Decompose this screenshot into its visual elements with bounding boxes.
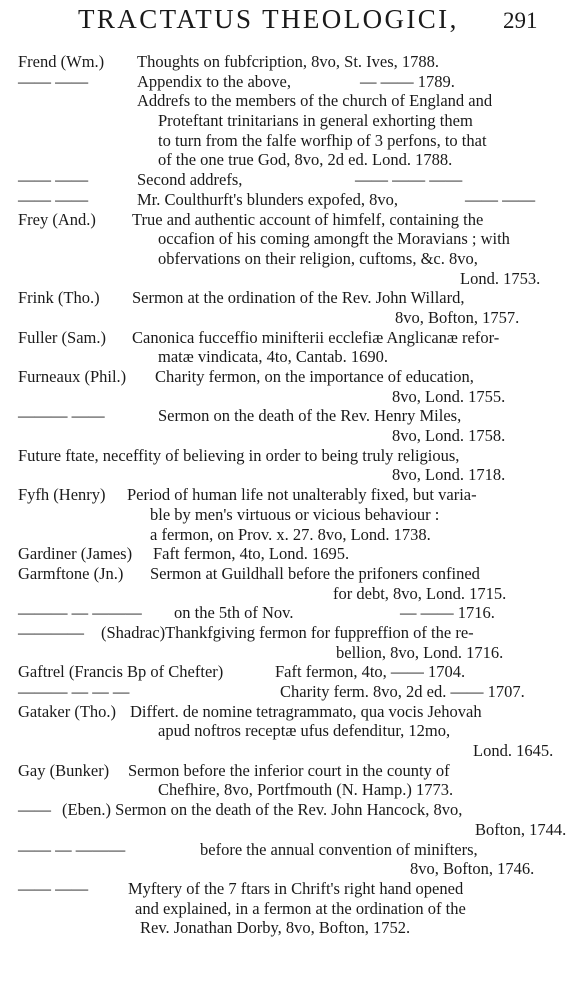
entry-tail: 8vo, Bofton, 1746. bbox=[410, 859, 535, 879]
entry-text: Charity fermon, on the importance of education, bbox=[155, 367, 474, 386]
entry-line bbox=[0, 525, 577, 545]
entry-line bbox=[0, 210, 577, 230]
entry-tail: Lond. 1753. bbox=[460, 268, 541, 288]
entry-line bbox=[0, 367, 577, 387]
entry-text: occafion of his coming amongft the Moravians ; with bbox=[158, 229, 510, 249]
entry-line bbox=[0, 131, 577, 151]
entry-author: Frend (Wm.) bbox=[18, 52, 105, 71]
entry-line bbox=[0, 446, 577, 466]
entry-author: Future ftate, neceffity of believing in order to being truly religious, bbox=[18, 445, 460, 465]
entry-text: on the 5th of Nov. bbox=[174, 603, 294, 623]
entry-author: Furneaux (Phil.) bbox=[18, 367, 127, 386]
entry-tail: — —— 1789. bbox=[360, 71, 455, 91]
entry-line bbox=[0, 761, 577, 781]
entry-line bbox=[0, 840, 577, 860]
entry-line bbox=[0, 564, 577, 584]
entry-line bbox=[0, 859, 577, 879]
entry-text: before the annual convention of minifters, bbox=[200, 839, 478, 859]
entry-line bbox=[0, 406, 577, 426]
entry-tail: — —— 1716. bbox=[400, 603, 495, 623]
entry-tail: bellion, 8vo, Lond. 1716. bbox=[336, 642, 504, 662]
entry-line bbox=[0, 544, 577, 564]
entry-line bbox=[0, 820, 577, 840]
entry-text: Sermon on the death of the Rev. Henry Miles, bbox=[158, 406, 462, 426]
entry-line bbox=[0, 387, 577, 407]
entry-tail: —— —— bbox=[465, 189, 536, 209]
entry-text: Rev. Jonathan Dorby, 8vo, Bofton, 1752. bbox=[140, 918, 411, 938]
entry-line bbox=[0, 485, 577, 505]
entry-text: Chefhire, 8vo, Portfmouth (N. Hamp.) 1773. bbox=[158, 780, 454, 800]
entry-tail: 8vo, Lond. 1758. bbox=[392, 426, 506, 446]
entry-tail: Lond. 1645. bbox=[473, 741, 554, 761]
entry-text: Mr. Coulthurft's blunders expofed, 8vo, bbox=[137, 189, 398, 209]
entry-line bbox=[0, 721, 577, 741]
entry-line bbox=[0, 328, 577, 348]
entry-text: Differt. de nomine tetragrammato, qua vocis Jehovah bbox=[130, 701, 482, 721]
page-number: 291 bbox=[503, 8, 538, 33]
entry-line bbox=[0, 800, 577, 820]
entry-text: Addrefs to the members of the church of England and bbox=[137, 91, 493, 111]
entry-text: Faft fermon, 4to, —— 1704. bbox=[275, 662, 466, 682]
entry-line bbox=[0, 899, 577, 919]
ditto-dash: —— —— bbox=[18, 170, 89, 190]
entry-text: Period of human life not unalterably fixed, but varia- bbox=[127, 485, 477, 505]
entry-author: Gataker (Tho.) bbox=[18, 701, 117, 721]
entry-text: Sermon at Guildhall before the prifoners confined bbox=[150, 563, 480, 583]
entry-tail: 8vo, Lond. 1755. bbox=[392, 386, 506, 406]
entry-text: apud noftros receptæ ufus defenditur, 12mo, bbox=[158, 721, 451, 741]
entry-line bbox=[0, 150, 577, 170]
entry-line bbox=[0, 170, 577, 190]
entry-line bbox=[0, 52, 577, 72]
entry-line bbox=[0, 111, 577, 131]
entry-line bbox=[0, 505, 577, 525]
entry-text: matæ vindicata, 4to, Cantab. 1690. bbox=[158, 347, 389, 367]
entry-line bbox=[0, 741, 577, 761]
entry-tail: 8vo, Lond. 1718. bbox=[392, 465, 506, 485]
ditto-dash: —— —— bbox=[18, 189, 89, 209]
entry-text: obfervations on their religion, cuftoms, &c. 8vo, bbox=[158, 248, 478, 268]
entry-text: Sermon at the ordination of the Rev. John Willard, bbox=[132, 288, 465, 308]
entry-author: Fuller (Sam.) bbox=[18, 327, 106, 347]
entry-text: (Shadrac)Thankfgiving fermon for fuppreffion of the re- bbox=[101, 622, 474, 642]
entry-author: Frink (Tho.) bbox=[18, 288, 100, 308]
entry-text: a fermon, on Prov. x. 27. 8vo, Lond. 1738. bbox=[150, 524, 431, 544]
entry-text: Myftery of the 7 ftars in Chrift's right hand opened bbox=[128, 878, 464, 898]
entry-line bbox=[0, 918, 577, 938]
ditto-dash: —— —— bbox=[18, 878, 89, 898]
entry-line bbox=[0, 879, 577, 899]
entry-text: ble by men's virtuous or vicious behaviour : bbox=[150, 504, 440, 524]
ditto-dash: —— bbox=[18, 800, 51, 820]
entry-author: Gardiner (James) bbox=[18, 544, 133, 564]
entry-author: Fyfh (Henry) bbox=[18, 485, 106, 505]
entry-line bbox=[0, 72, 577, 92]
ditto-dash: ——— — — — bbox=[18, 682, 130, 701]
entry-text: Sermon before the inferior court in the county of bbox=[128, 760, 450, 780]
entry-line bbox=[0, 682, 577, 702]
entry-text: to turn from the falfe worfhip of 3 perfons, to that bbox=[158, 130, 487, 150]
ditto-dash: —— —— bbox=[18, 71, 89, 91]
entry-author: Garmftone (Jn.) bbox=[18, 563, 124, 583]
entry-text: Canonica fucceffio minifterii ecclefiæ Anglicanæ refor- bbox=[132, 327, 500, 347]
ditto-dash: ——— — ——— bbox=[18, 603, 142, 623]
entry-author: Gay (Bunker) bbox=[18, 760, 110, 780]
entry-tail: 8vo, Bofton, 1757. bbox=[395, 307, 520, 327]
entry-text: (Eben.) Sermon on the death of the Rev. John Hancock, 8vo, bbox=[62, 800, 463, 820]
ditto-dash: —— — ——— bbox=[18, 839, 126, 859]
entry-line bbox=[0, 249, 577, 269]
catalogue-entries bbox=[0, 52, 577, 938]
page-title: TRACTATUS THEOLOGICI, bbox=[78, 4, 459, 34]
entry-text: of the one true God, 8vo, 2d ed. Lond. 1788. bbox=[158, 150, 453, 170]
entry-line bbox=[0, 584, 577, 604]
entry-line bbox=[0, 643, 577, 663]
entry-line bbox=[0, 308, 577, 328]
entry-line bbox=[0, 780, 577, 800]
entry-tail: Bofton, 1744. bbox=[475, 819, 567, 839]
entry-text: True and authentic account of himfelf, containing the bbox=[132, 209, 484, 229]
entry-line bbox=[0, 347, 577, 367]
entry-tail: for debt, 8vo, Lond. 1715. bbox=[333, 583, 507, 603]
entry-line bbox=[0, 190, 577, 210]
entry-text: Appendix to the above, bbox=[137, 71, 291, 91]
ditto-dash: ——— —— bbox=[18, 406, 105, 426]
page-header bbox=[0, 4, 577, 44]
entry-line bbox=[0, 603, 577, 623]
entry-line bbox=[0, 465, 577, 485]
entry-author: Gaftrel (Francis Bp of Chefter) bbox=[18, 662, 224, 682]
entry-line bbox=[0, 288, 577, 308]
entry-text: Proteftant trinitarians in general exhorting them bbox=[158, 111, 473, 131]
entry-line bbox=[0, 702, 577, 722]
entry-line bbox=[0, 662, 577, 682]
entry-text: and explained, in a fermon at the ordination of the bbox=[135, 898, 466, 918]
entry-author: Frey (And.) bbox=[18, 209, 96, 229]
entry-text: Second addrefs, bbox=[137, 170, 243, 190]
entry-tail: —— —— —— bbox=[355, 170, 463, 190]
entry-text: Charity ferm. 8vo, 2d ed. —— 1707. bbox=[280, 682, 525, 701]
entry-line bbox=[0, 269, 577, 289]
entry-line bbox=[0, 229, 577, 249]
entry-text: Thoughts on fubfcription, 8vo, St. Ives, 1788. bbox=[137, 52, 440, 71]
entry-line bbox=[0, 623, 577, 643]
ditto-dash: ———— bbox=[18, 622, 84, 642]
entry-line bbox=[0, 426, 577, 446]
entry-line bbox=[0, 91, 577, 111]
entry-text: Faft fermon, 4to, Lond. 1695. bbox=[153, 544, 350, 564]
